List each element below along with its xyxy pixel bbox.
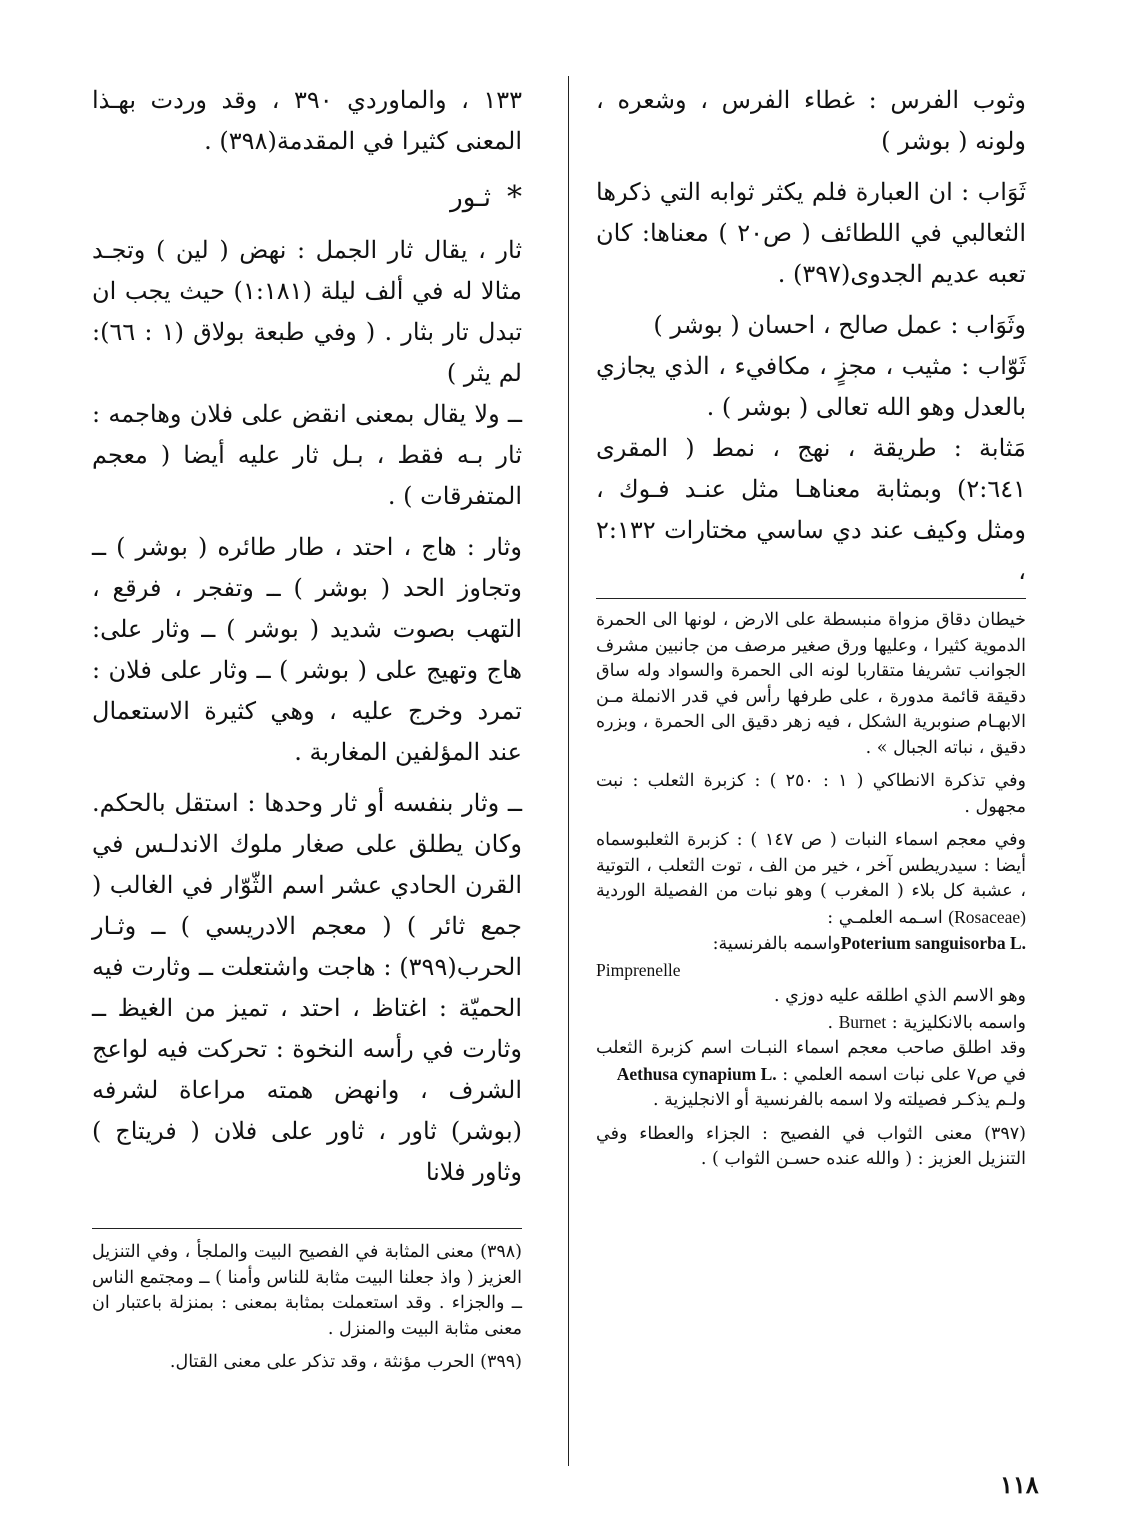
latin-term: Poterium sanguisorba L. [840,933,1026,953]
entry-paragraph: وثوب الفرس : غطاء الفرس ، وشعره ، ولونه ( بوشر ) [596,86,1026,155]
footnote-text: Poterium sanguisorba L.واسمه بالفرنسية: [712,933,1026,954]
page-number: ١١٨ [1000,1470,1039,1499]
right-column-footnotes [596,608,1026,1173]
footnote-rule [92,1228,522,1229]
footnote-text: خيطان دقاق مزواة منبسطة على الارض ، لونها الى الحمرة الدموية كثيرا ، وعليها ورق صغير مرصف من جانبين مشرف الجوانب تشريفا متقاربا لونه الى الحمرة والسواد وله ساق دقيقة قائمة مدورة ، على طرفها رأس في قدر الانملة مـن الابهـام صنوبرية الشكل ، فيه زهر دقيق الى الحمرة ، وبزره دقيق ، نباته الجبال » . [596,610,1026,758]
right-column-main [596,80,1026,592]
entry-heading [92,176,522,220]
entry-paragraph: ثار ، يقال ثار الجمل : نهض ( لين ) وتجـد مثالا له في ألف ليلة (١:١٨١) حيث يجب ان تبدل تار بثار . ( وفي طبعة بولاق (١ : ٦٦): لم يثر ) [92,236,523,387]
column-divider [568,76,569,1466]
footnote-text: وفي تذكرة الانطاكي ( ١ : ٢٥٠ ) : كزبرة الثعلب : نبت مجهول . [596,771,1026,817]
latin-term: Burnet [838,1011,887,1032]
footnote-text: (٣٩٧) معنى الثواب في الفصيح : الجزاء والعطاء وفي التنزيل العزيز : ( والله عنده حسـن الثواب ) . [596,1123,1026,1169]
latin-term: Aethusa cynapium L. [616,1063,777,1084]
footnote-text: وهو الاسم الذي اطلقه عليه دوزي . [774,986,1026,1006]
footnote-text [596,958,1026,985]
entry-paragraph: وثار : هاج ، احتد ، طار طائره ( بوشر ) ــ وتجاوز الحد ( بوشر ) ــ وتفجر ، فرقع ، التهب بصوت شديد ( بوشر ) ــ وثار على: هاج وتهيج على ( بوشر ) ــ وثار على فلان : تمرد وخرج عليه ، وهي كثيرة الاستعمال عند المؤلفين المغاربة . [92,533,522,766]
heading-word: ثـور [450,183,491,213]
footnote-text: (٣٩٨) معنى المثابة في الفصيح البيت والملجأ ، وفي التنزيل العزيز ( واذ جعلنا البيت مثابة للناس وأمنا ) ــ ومجتمع الناس ــ والجزاء . وقد استعملت بمثابة بمعنى : بمنزلة باعتبار ان معنى مثابة البيت والمنزل . [92,1242,522,1339]
latin-term: Pimprenelle [596,959,681,980]
entry-paragraph: وثَوَاب : عمل صالح ، احسان ( بوشر ) [653,311,1026,339]
left-column-footnotes [92,1240,522,1376]
footnote-text: وقد اطلق صاحب معجم اسماء النبـات اسم كزبرة الثعلب في ص٧ على نبات اسمه العلمي : Aethusa cynapium L. [596,1038,1026,1085]
entry-paragraph: مَثابة : طريقة ، نهج ، نمط ( المقرى ٢:٦٤١) وبمثابة معناهـا مثل عنـد فـوك ، ومثل وكيف عند دي ساسي مختارات ٢:١٣٢ ، [596,434,1026,585]
footnote-text: واسمه بالانكليزية : Burnet . [827,1011,1026,1033]
left-column-main [92,80,522,1193]
entry-paragraph: ــ ولا يقال بمعنى انقض على فلان وهاجمه : ثار بـه فقط ، بـل ثار عليه أيضا ( معجم المتفرقات ) . [92,400,522,510]
latin-term: (Rosaceae) [948,906,1026,927]
entry-paragraph: ١٣٣ ، والماوردي ٣٩٠ ، وقد وردت بهـذا المعنى كثيرا في المقدمة(٣٩٨) . [92,86,523,155]
footnote-rule [596,598,1026,599]
footnote-text: (٣٩٩) الحرب مؤنثة ، وقد تذكر على معنى القتال. [169,1352,522,1372]
entry-paragraph: ثَوَاب : ان العبارة فلم يكثر ثوابه التي ذكرها الثعالبي في اللطائف ( ص٢٠ ) معناها: كان تعبه عديم الجدوى(٣٩٧) . [596,178,1027,288]
entry-paragraph: ثَوّاب : مثيب ، مجزٍ ، مكافيء ، الذي يجازي بالعدل وهو الله تعالى ( بوشر ) . [596,352,1026,421]
footnote-text: ولـم يذكـر فصيلته ولا اسمه بالفرنسية أو الانجليزية . [652,1090,1026,1110]
entry-paragraph: ــ وثار بنفسه أو ثار وحدها : استقل بالحكم. وكان يطلق على صغار ملوك الاندلـس في القرن الحادي عشر اسم الثّوّار في الغالب ( جمع ثائر ) ( معجم الادريسي ) ــ وثـار الحرب(٣٩٩) : هاجت واشتعلت ــ وثارت فيه الحميّة : اغتاظ ، احتد ، تميز من الغيظ ــ وثارت في رأسه النخوة : تحركت فيه لواعج الشرف ، وانهض همته مراعاة لشرفه (بوشر) ثاور ، ثاور على فلان ( فريتاج ) وثاور فلانا [92,789,522,1186]
asterisk-icon: * [507,180,522,215]
footnote-text: وفي معجم اسماء النبات ( ص ١٤٧ ) : كزبرة الثعلبوسماه أيضا : سيدريطس آخر ، خير من الف ، توت الثعلب ، التوتية ، عشبة كل بلاء ( المغرب ) وهو نبات من الفصيلة الوردية (Rosaceae) اسـمه العلمـي : [596,830,1026,928]
